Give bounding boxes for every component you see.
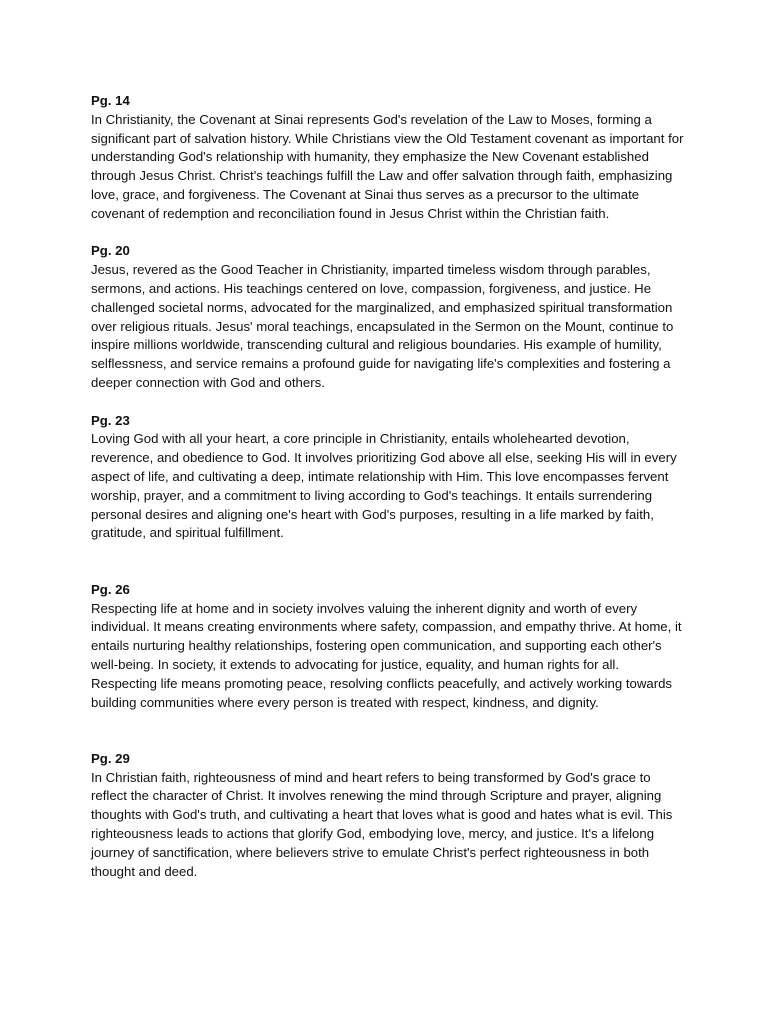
section-body: Loving God with all your heart, a core principle in Christianity, entails wholehearted devotion, reverence, and obedience to God. It involves prioritizing God above all else, seeking His will in every aspect of life, and cultivating a deep, intimate relationship with Him. This love encompasses fervent worship, prayer, and a commitment to living according to God's teachings. It entails surrendering personal desires and aligning one's heart with God's purposes, resulting in a life marked by faith, gratitude, and spiritual fulfillment. (91, 431, 677, 541)
section-spacer (91, 543, 687, 581)
document-page (91, 92, 687, 881)
section-heading: Pg. 26 (91, 581, 130, 597)
section-pg-29 (91, 750, 687, 882)
section-pg-20 (91, 242, 687, 392)
section-heading: Pg. 29 (91, 750, 130, 766)
section-pg-23 (91, 412, 687, 544)
section-pg-26 (91, 581, 687, 713)
section-heading: Pg. 20 (91, 243, 130, 259)
section-pg-14 (91, 92, 687, 224)
section-heading: Pg. 14 (91, 93, 130, 108)
section-body: In Christian faith, righteousness of mind and heart refers to being transformed by God's grace to reflect the character of Christ. It involves renewing the mind through Scripture and prayer, aligning thoughts with God's truth, and cultivating a heart that loves what is good and hates what is evil. This righteousness leads to actions that glorify God, embodying love, mercy, and justice. It's a lifelong journey of sanctification, where believers strive to emulate Christ's perfect righteousness in both thought and deed. (91, 769, 673, 879)
section-body: In Christianity, the Covenant at Sinai represents God's revelation of the Law to Moses, forming a significant part of salvation history. While Christians view the Old Testament covenant as important for understanding God's relationship with humanity, they emphasize the New Covenant established through Jesus Christ. Christ's teachings fulfill the Law and offer salvation through faith, emphasizing love, grace, and forgiveness. The Covenant at Sinai thus serves as a precursor to the ultimate covenant of redemption and reconciliation found in Jesus Christ within the Christian faith. (91, 111, 684, 221)
section-body: Jesus, revered as the Good Teacher in Christianity, imparted timeless wisdom through parables, sermons, and actions. His teachings centered on love, compassion, forgiveness, and justice. He challenged societal norms, advocated for the marginalized, and emphasized spiritual transformation over religious rituals. Jesus' moral teachings, encapsulated in the Sermon on the Mount, continue to inspire millions worldwide, transcending cultural and religious boundaries. His example of humility, selflessness, and service remains a profound guide for navigating life's complexities and fostering a deeper connection with God and others. (91, 262, 674, 390)
section-spacer (91, 393, 687, 412)
section-heading: Pg. 23 (91, 412, 130, 428)
section-spacer (91, 224, 687, 243)
section-spacer (91, 712, 687, 750)
section-body: Respecting life at home and in society involves valuing the inherent dignity and worth of every individual. It means creating environments where safety, compassion, and empathy thrive. At home, it entails nurturing healthy relationships, fostering open communication, and supporting each other's well-being. In society, it extends to advocating for justice, equality, and human rights for all. Respecting life means promoting peace, resolving conflicts peacefully, and actively working towards building communities where every person is treated with respect, kindness, and dignity. (91, 600, 682, 710)
